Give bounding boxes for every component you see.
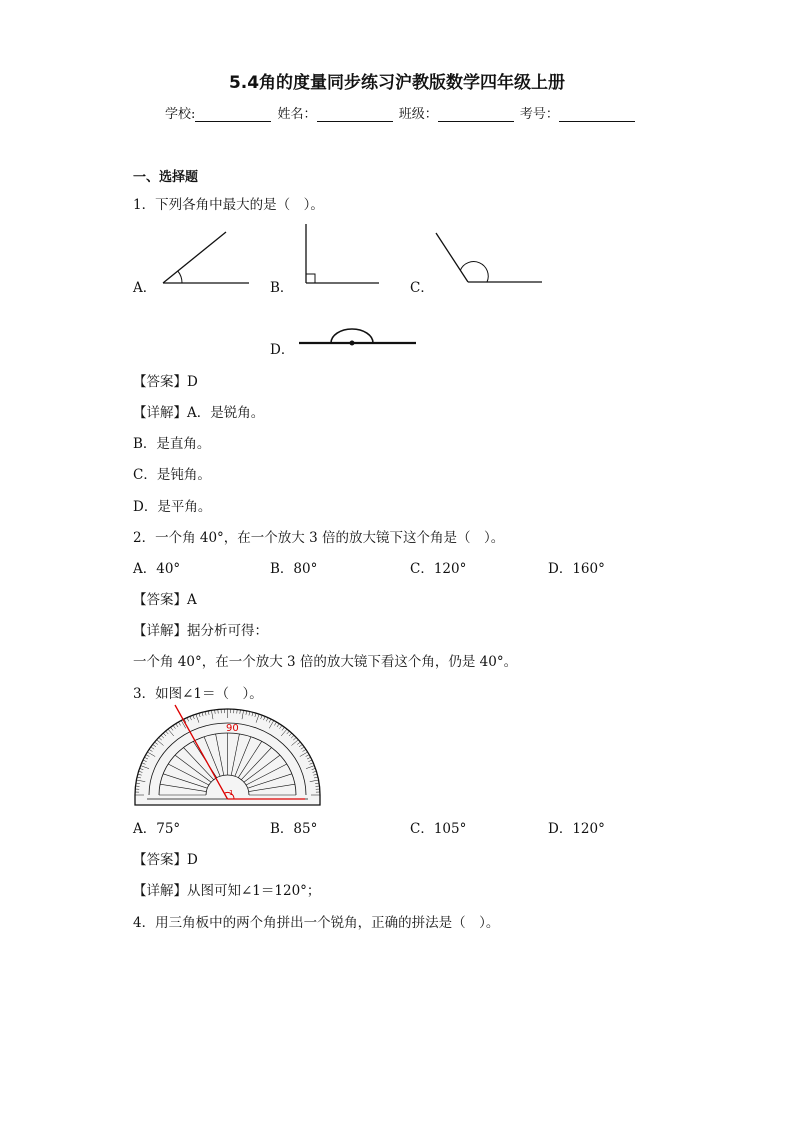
q1-option-c: C． bbox=[410, 280, 434, 296]
q2-detail-2: 一个角 40°，在一个放大 3 倍的放大镜下看这个角，仍是 40°。 bbox=[133, 654, 518, 670]
q1-detail-d: D．是平角。 bbox=[133, 499, 212, 515]
student-info-line bbox=[165, 103, 637, 122]
name-blank bbox=[317, 107, 393, 122]
q3-answer: 【答案】D bbox=[133, 852, 198, 868]
q1-detail-a: 【详解】A．是锐角。 bbox=[133, 405, 265, 421]
q3-option-d: D．120° bbox=[548, 821, 605, 837]
q4-stem: 4．用三角板中的两个角拼出一个锐角，正确的拼法是（ ）。 bbox=[133, 915, 500, 931]
q1-option-a: A． bbox=[133, 280, 157, 296]
q1-option-d: D． bbox=[270, 342, 295, 358]
q2-stem: 2．一个角 40°，在一个放大 3 倍的放大镜下这个角是（ ）。 bbox=[133, 530, 505, 546]
q2-option-a: A．40° bbox=[133, 561, 181, 577]
class-blank bbox=[438, 107, 514, 122]
q3-option-c: C．105° bbox=[410, 821, 467, 837]
q2-detail-1: 【详解】据分析可得： bbox=[133, 623, 268, 639]
q3-option-a: A．75° bbox=[133, 821, 181, 837]
acute-angle-figure bbox=[160, 228, 252, 288]
q2-option-d: D．160° bbox=[548, 561, 605, 577]
q1-detail-c: C．是钝角。 bbox=[133, 467, 211, 483]
protractor-figure bbox=[133, 703, 323, 808]
name-label: 姓名： bbox=[277, 107, 317, 122]
section-heading: 一、选择题 bbox=[133, 170, 199, 185]
number-label: 考号： bbox=[519, 107, 559, 122]
q2-answer: 【答案】A bbox=[133, 592, 197, 608]
school-blank bbox=[195, 107, 271, 122]
angle-1-label: 1 bbox=[229, 789, 234, 797]
protractor-label-90: 90 bbox=[226, 723, 239, 734]
q1-option-b: B． bbox=[270, 280, 294, 296]
right-angle-figure bbox=[302, 222, 382, 286]
class-label: 班级： bbox=[398, 107, 438, 122]
number-blank bbox=[559, 107, 635, 122]
q3-option-b: B．85° bbox=[270, 821, 318, 837]
q2-option-c: C．120° bbox=[410, 561, 467, 577]
q1-stem: 1．下列各角中最大的是（ ）。 bbox=[133, 197, 324, 213]
q2-option-b: B．80° bbox=[270, 561, 318, 577]
q1-detail-b: B．是直角。 bbox=[133, 436, 211, 452]
straight-angle-figure bbox=[296, 324, 420, 348]
page-title: 5.4角的度量同步练习沪教版数学四年级上册 bbox=[228, 73, 566, 93]
q1-answer: 【答案】D bbox=[133, 374, 198, 390]
q3-detail: 【详解】从图可知∠1＝120°； bbox=[133, 883, 321, 899]
school-label: 学校: bbox=[165, 107, 196, 122]
q3-stem: 3．如图∠1＝（ ）。 bbox=[133, 686, 263, 702]
obtuse-angle-figure bbox=[434, 231, 546, 285]
